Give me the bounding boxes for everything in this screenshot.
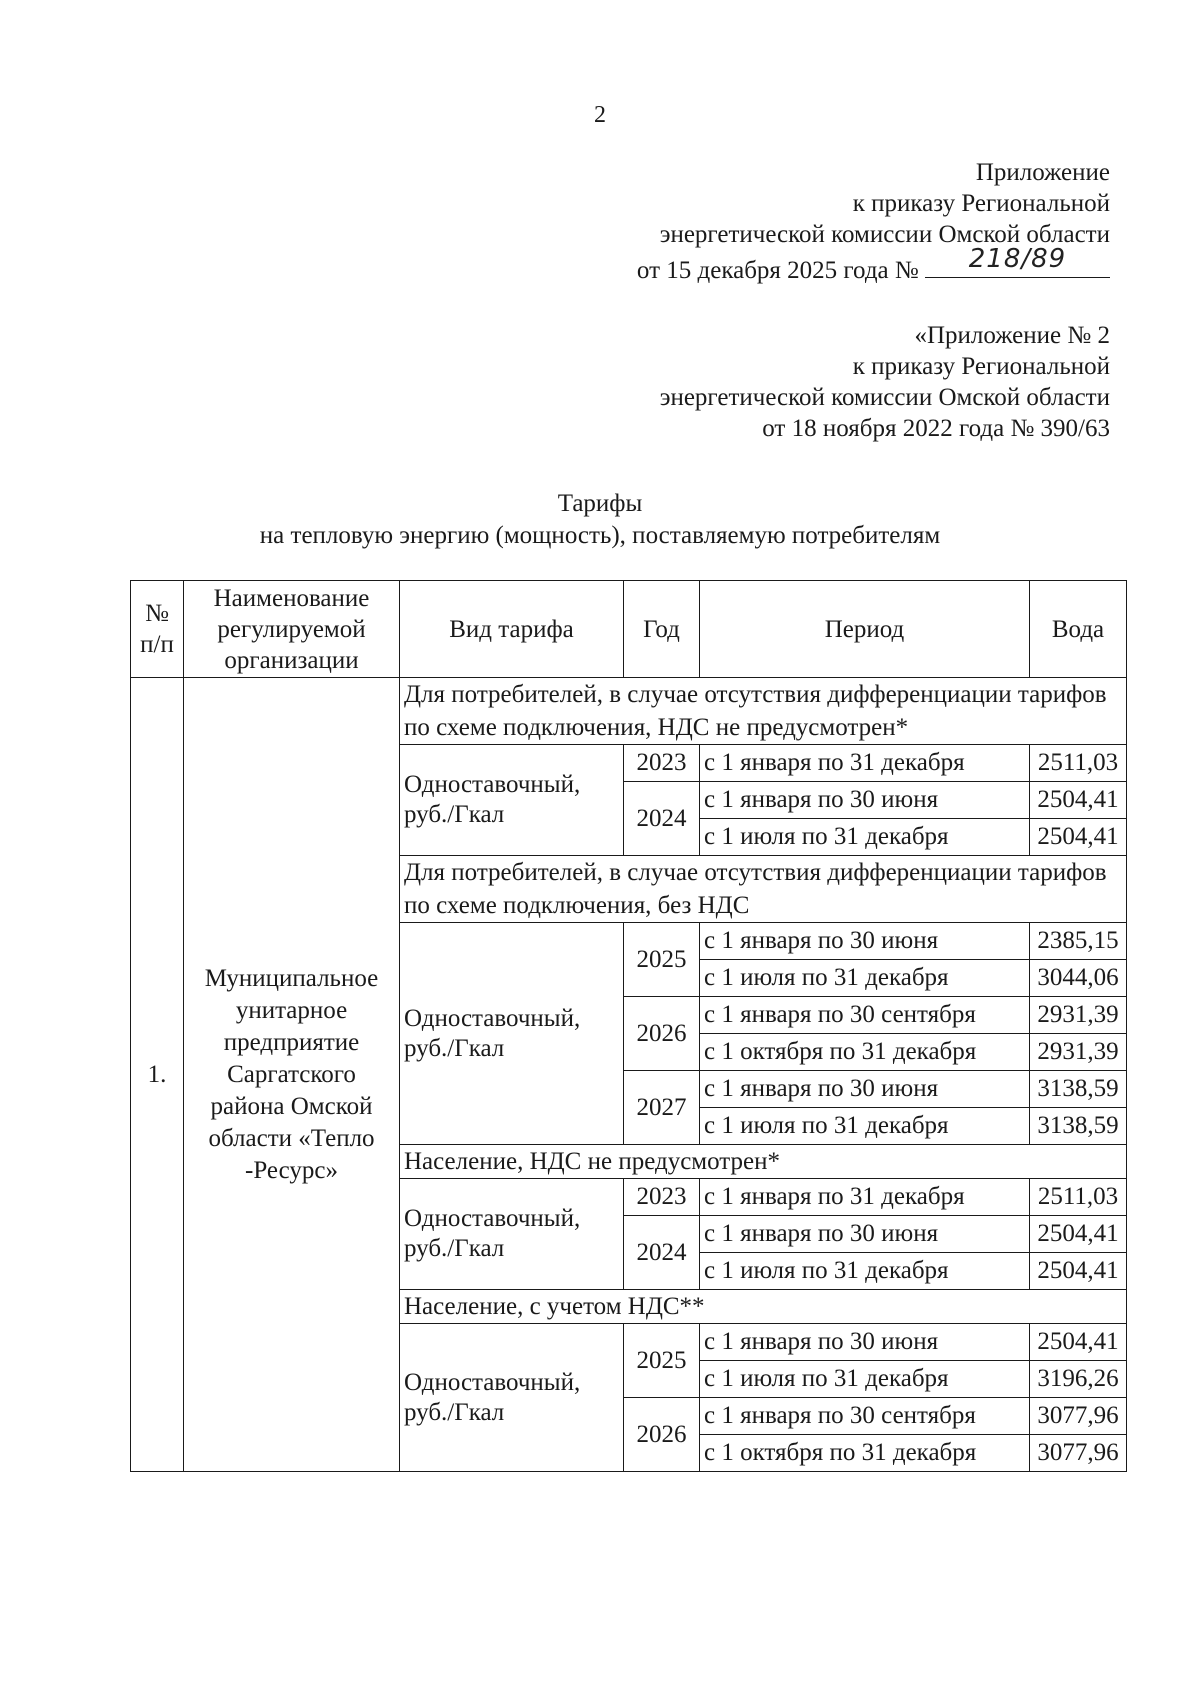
tariff-kind: Одноставочный, руб./Гкал [400, 923, 624, 1145]
tariff-value: 2504,41 [1030, 1216, 1127, 1253]
tariff-value: 2511,03 [1030, 1179, 1127, 1216]
tariff-year: 2026 [624, 1398, 700, 1472]
tariff-kind: Одноставочный, руб./Гкал [400, 745, 624, 856]
page-number: 2 [594, 102, 606, 128]
tariff-period: с 1 января по 30 июня [700, 1324, 1030, 1361]
tariff-period: с 1 января по 30 июня [700, 1071, 1030, 1108]
header-organization: Наименование регулируемой организации [184, 581, 400, 678]
original-appendix-date: от 18 ноября 2022 года № 390/63 [762, 415, 1110, 442]
group-title-row [131, 678, 1127, 745]
tariff-value: 3077,96 [1030, 1435, 1127, 1472]
tariff-table [130, 580, 1127, 1472]
tariff-year: 2026 [624, 997, 700, 1071]
tariff-year: 2024 [624, 1216, 700, 1290]
tariff-year: 2027 [624, 1071, 700, 1145]
tariff-period: с 1 июля по 31 декабря [700, 1361, 1030, 1398]
tariff-period: с 1 июля по 31 декабря [700, 1108, 1030, 1145]
table-header-row [131, 581, 1127, 678]
tariff-period: с 1 октября по 31 декабря [700, 1034, 1030, 1071]
original-appendix-order-ref: к приказу Региональной [852, 353, 1110, 380]
tariff-value: 3077,96 [1030, 1398, 1127, 1435]
tariff-value: 2504,41 [1030, 1324, 1127, 1361]
tariff-year: 2023 [624, 745, 700, 782]
appendix-date-line [510, 244, 1110, 286]
row-number: 1. [131, 678, 184, 1472]
tariff-year: 2025 [624, 1324, 700, 1398]
consumer-group-title: Для потребителей, в случае отсутствия дифференциации тарифов по схеме подключения, без НДС [400, 856, 1127, 923]
tariff-period: с 1 июля по 31 декабря [700, 960, 1030, 997]
appendix-header [510, 157, 1110, 286]
tariff-period: с 1 января по 31 декабря [700, 745, 1030, 782]
tariff-period: с 1 января по 30 сентября [700, 997, 1030, 1034]
tariff-kind: Одноставочный, руб./Гкал [400, 1179, 624, 1290]
handwritten-order-number: 218/89 [968, 244, 1067, 274]
tariff-period: с 1 июля по 31 декабря [700, 819, 1030, 856]
tariff-period: с 1 июля по 31 декабря [700, 1253, 1030, 1290]
tariff-year: 2023 [624, 1179, 700, 1216]
appendix-order-ref: к приказу Региональной [852, 190, 1110, 217]
appendix-title: Приложение [975, 159, 1110, 186]
tariff-period: с 1 января по 30 июня [700, 782, 1030, 819]
tariff-period: с 1 января по 30 июня [700, 1216, 1030, 1253]
tariff-value: 2931,39 [1030, 1034, 1127, 1071]
tariff-value: 2504,41 [1030, 782, 1127, 819]
header-water: Вода [1030, 581, 1127, 678]
tariff-year: 2025 [624, 923, 700, 997]
document-title [0, 488, 1200, 552]
table-body [131, 678, 1127, 1472]
tariff-period: с 1 октября по 31 декабря [700, 1435, 1030, 1472]
tariff-value: 2931,39 [1030, 997, 1127, 1034]
appendix-commission: энергетической комиссии Омской области [659, 221, 1110, 248]
tariff-year: 2024 [624, 782, 700, 856]
original-appendix-commission: энергетической комиссии Омской области [659, 384, 1110, 411]
tariff-value: 3138,59 [1030, 1108, 1127, 1145]
tariff-period: с 1 января по 30 июня [700, 923, 1030, 960]
tariff-value: 2511,03 [1030, 745, 1127, 782]
tariff-value: 3138,59 [1030, 1071, 1127, 1108]
tariff-value: 2504,41 [1030, 1253, 1127, 1290]
header-tariff-kind: Вид тарифа [400, 581, 624, 678]
appendix-date: от 15 декабря 2025 года № [636, 257, 919, 284]
tariff-period: с 1 января по 31 декабря [700, 1179, 1030, 1216]
title-subtitle: на тепловую энергию (мощность), поставляемую потребителям [259, 522, 941, 549]
header-year: Год [624, 581, 700, 678]
consumer-group-title: Население, с учетом НДС** [400, 1290, 1127, 1324]
consumer-group-title: Население, НДС не предусмотрен* [400, 1145, 1127, 1179]
original-appendix-title: «Приложение № 2 [914, 322, 1110, 349]
consumer-group-title: Для потребителей, в случае отсутствия дифференциации тарифов по схеме подключения, НДС не предусмотрен* [400, 678, 1127, 745]
tariff-value: 3044,06 [1030, 960, 1127, 997]
tariff-value: 3196,26 [1030, 1361, 1127, 1398]
order-number-field [925, 244, 1110, 278]
organization-name: Муниципальное унитарное предприятие Саргатского района Омской области «Тепло -Ресурс» [184, 678, 400, 1472]
header-period: Период [700, 581, 1030, 678]
tariff-value: 2504,41 [1030, 819, 1127, 856]
header-num: № п/п [131, 581, 184, 678]
title-main: Тарифы [557, 490, 643, 517]
tariff-value: 2385,15 [1030, 923, 1127, 960]
tariff-period: с 1 января по 30 сентября [700, 1398, 1030, 1435]
tariff-kind: Одноставочный, руб./Гкал [400, 1324, 624, 1472]
original-appendix-header [510, 320, 1110, 444]
